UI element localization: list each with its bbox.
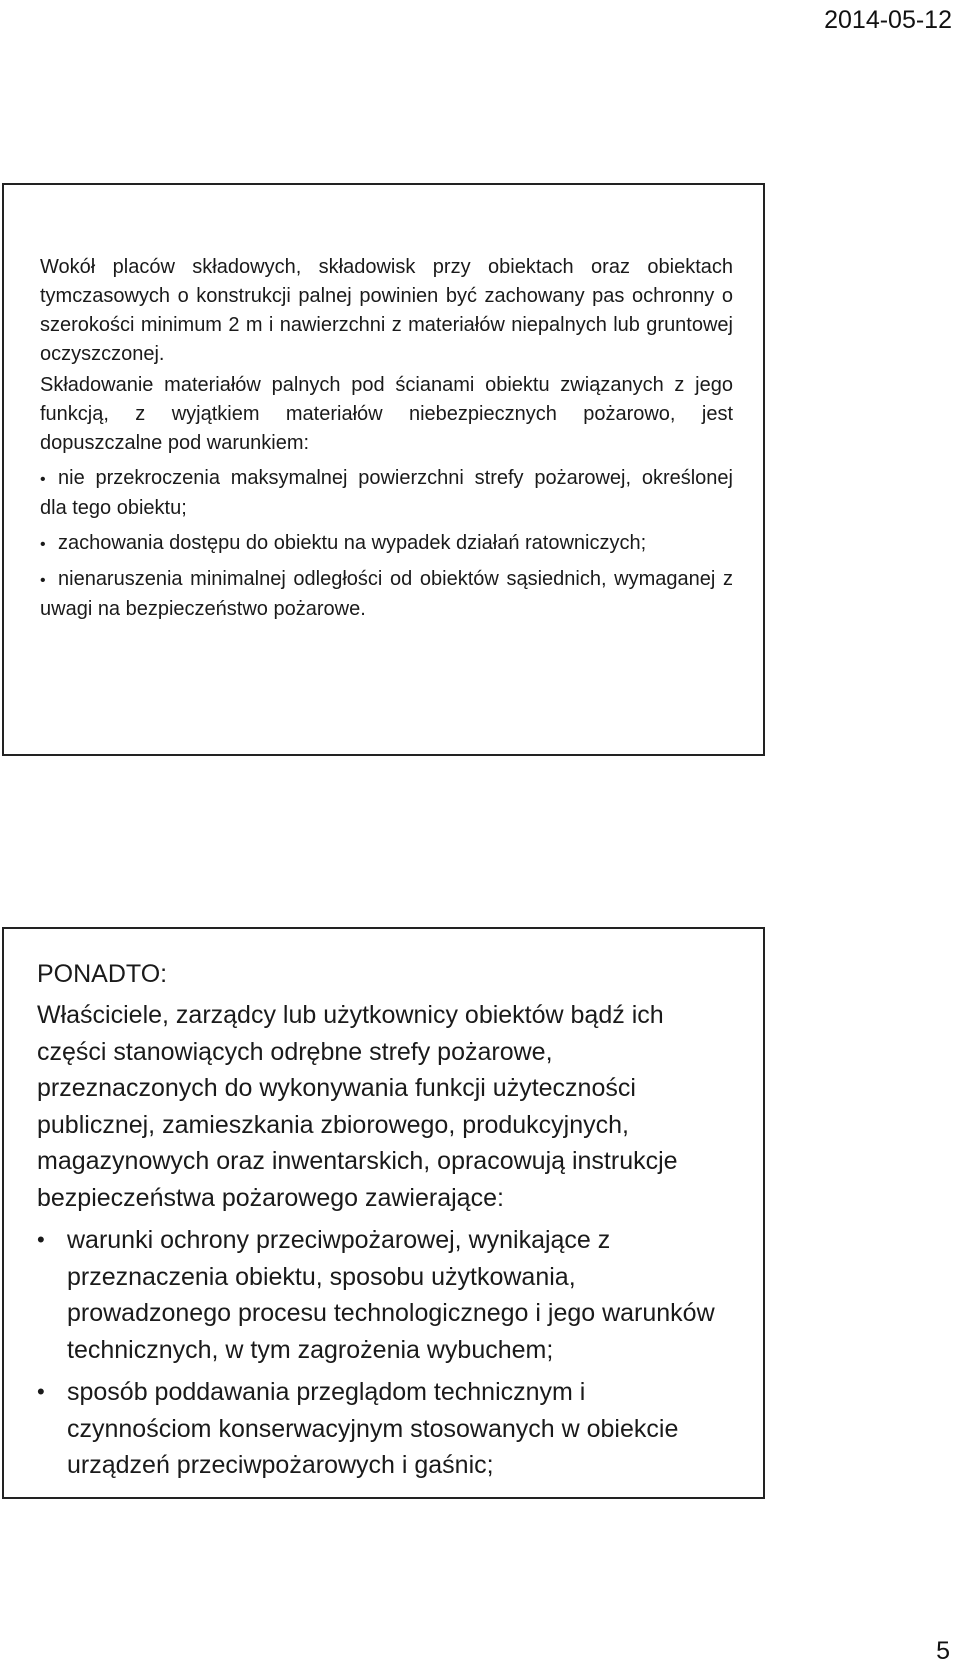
- slide2-instructions-list: [37, 1222, 733, 1484]
- slide2-paragraph-owners: Właściciele, zarządcy lub użytkownicy obiektów bądź ich części stanowiących odrębne strefy pożarowe, przeznaczonych do wykonywania funkcji użyteczności publicznej, zamieszkania zbiorowego, produkcyjnych, magazynowych oraz inwentarskich, opracowują instrukcje bezpieczeństwa pożarowego zawierające:: [37, 1001, 678, 1212]
- page-date: 2014-05-12: [824, 6, 952, 34]
- list-item: [37, 1222, 733, 1368]
- list-item-text: nie przekroczenia maksymalnej powierzchni strefy pożarowej, określonej dla tego obiektu;: [40, 467, 733, 519]
- slide1-conditions-list: [40, 464, 733, 624]
- page-number: 5: [936, 1637, 950, 1665]
- bullet-icon: •: [40, 536, 46, 553]
- bullet-icon: •: [37, 1227, 45, 1252]
- bullet-icon: •: [40, 471, 46, 488]
- slide2-heading: PONADTO:: [37, 960, 168, 988]
- slide-fire-storage: [2, 183, 765, 756]
- list-item-text: sposób poddawania przeglądom technicznym i czynnościom konserwacyjnym stosowanych w obiekcie urządzeń przeciwpożarowych i gaśnic;: [67, 1378, 679, 1479]
- list-item: [40, 529, 733, 559]
- list-item: [37, 1374, 733, 1484]
- list-item-text: zachowania dostępu do obiektu na wypadek działań ratowniczych;: [58, 532, 647, 554]
- list-item-text: nienaruszenia minimalnej odległości od obiektów sąsiednich, wymaganej z uwagi na bezpieczeństwo pożarowe.: [40, 568, 733, 620]
- slide1-paragraph-storage-conditions: Składowanie materiałów palnych pod ścianami obiektu związanych z jego funkcją, z wyjątkiem materiałów niebezpiecznych pożarowo, jest dopuszczalne pod warunkiem:: [40, 374, 733, 454]
- bullet-icon: •: [37, 1379, 45, 1404]
- slide1-paragraph-protective-strip: Wokół placów składowych, składowisk przy obiektach oraz obiektach tymczasowych o konstrukcji palnej powinien być zachowany pas ochronny o szerokości minimum 2 m i nawierzchni z materiałów niepalnych lub gruntowej oczyszczonej.: [40, 256, 733, 365]
- bullet-icon: •: [40, 572, 46, 589]
- list-item-text: warunki ochrony przeciwpożarowej, wynikające z przeznaczenia obiektu, sposobu użytkowania, prowadzonego procesu technologicznego i jego warunków technicznych, w tym zagrożenia wybuchem;: [67, 1226, 715, 1364]
- list-item: [40, 464, 733, 523]
- slide-fire-safety-instructions: [2, 927, 765, 1499]
- list-item: [40, 565, 733, 624]
